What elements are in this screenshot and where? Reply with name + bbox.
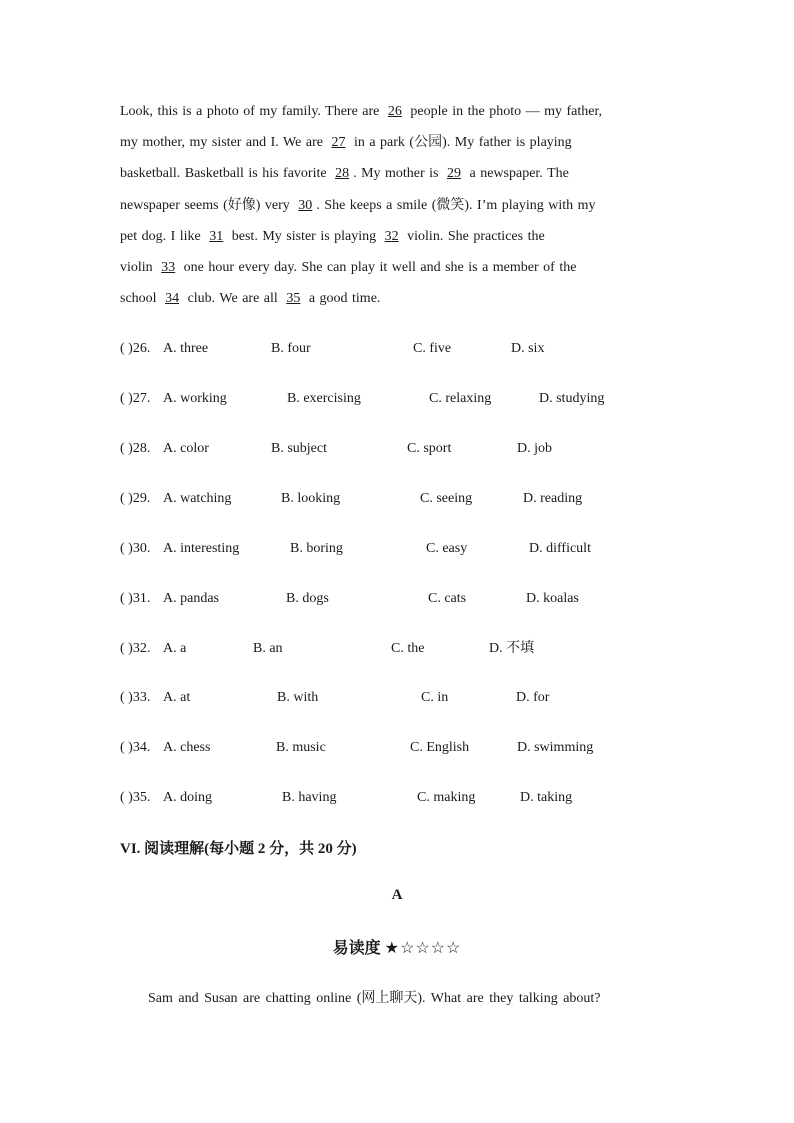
- question-number[interactable]: ( )29.: [120, 491, 151, 506]
- passage-line: [120, 131, 660, 162]
- passage-text: violin: [120, 259, 158, 275]
- blank-32[interactable]: 32: [384, 228, 399, 244]
- blank-33[interactable]: 33: [161, 259, 176, 275]
- difficulty-stars: ★☆☆☆☆: [384, 940, 462, 957]
- question-row: [120, 488, 680, 510]
- question-number[interactable]: ( )30.: [120, 541, 151, 556]
- option-c: C. seeing: [420, 491, 473, 506]
- option-c: C. cats: [428, 591, 467, 606]
- option-b: B. looking: [281, 491, 341, 506]
- question-number[interactable]: ( )33.: [120, 690, 151, 705]
- option-a: A. pandas: [163, 591, 219, 606]
- option-d: D. reading: [523, 491, 583, 506]
- passage-text: pet dog. I like: [120, 228, 206, 244]
- option-d: D. difficult: [529, 541, 591, 556]
- option-c: C. five: [413, 341, 452, 356]
- difficulty-label: 易读度: [332, 940, 381, 957]
- option-d: D. studying: [539, 391, 605, 406]
- passage-line: [120, 162, 660, 193]
- passage-text: Look, this is a photo of my family. There are: [120, 104, 384, 119]
- question-number[interactable]: ( )26.: [120, 341, 151, 356]
- question-number[interactable]: ( )27.: [120, 391, 151, 406]
- passage-text: my mother, my sister and I. We are: [120, 135, 328, 151]
- question-row: [120, 687, 680, 709]
- option-a: A. interesting: [163, 541, 240, 556]
- option-c: C. easy: [426, 541, 468, 556]
- option-b: B. an: [253, 641, 283, 656]
- question-row: [120, 588, 680, 610]
- option-b: B. dogs: [286, 591, 329, 606]
- option-a: A. chess: [163, 740, 211, 755]
- question-row: [120, 338, 680, 360]
- passage-text: violin. She practices the: [402, 228, 545, 244]
- question-number[interactable]: ( )28.: [120, 441, 151, 456]
- question-row: [120, 787, 680, 809]
- blank-31[interactable]: 31: [209, 228, 224, 244]
- option-c: C. English: [410, 740, 470, 755]
- question-number[interactable]: ( )31.: [120, 591, 151, 606]
- option-d: D. six: [511, 341, 545, 356]
- passage-text: a newspaper. The: [465, 166, 569, 182]
- option-d: D. taking: [520, 790, 573, 805]
- option-a: A. color: [163, 441, 209, 456]
- blank-29[interactable]: 29: [447, 166, 462, 182]
- option-a: A. at: [163, 690, 191, 705]
- part-label: A: [391, 887, 403, 903]
- option-d: D. koalas: [526, 591, 579, 606]
- passage-text: a good time.: [304, 291, 381, 307]
- option-b: B. subject: [271, 441, 327, 456]
- option-c: C. in: [421, 690, 449, 705]
- passage-text: . She keeps a smile (微笑). I’m playing with my: [316, 197, 596, 213]
- option-d: D. swimming: [517, 740, 594, 755]
- blank-35[interactable]: 35: [286, 291, 301, 307]
- blank-26[interactable]: 26: [387, 104, 402, 119]
- passage-line: [120, 287, 660, 318]
- difficulty-rating: [0, 935, 794, 958]
- passage-text: one hour every day. She can play it well and she is a member of the: [179, 259, 577, 275]
- passage-text: club. We are all: [183, 291, 283, 307]
- question-row: [120, 438, 680, 460]
- passage-text: . My mother is: [353, 166, 444, 182]
- passage-line: [120, 256, 660, 287]
- question-number[interactable]: ( )32.: [120, 641, 151, 656]
- cloze-passage: [120, 100, 660, 318]
- option-a: A. doing: [163, 790, 212, 805]
- passage-text: newspaper seems (好像) very: [120, 197, 295, 213]
- section-heading: VI. 阅读理解(每小题 2 分，共 20 分): [120, 841, 357, 857]
- option-a: A. a: [163, 641, 187, 656]
- reading-intro: Sam and Susan are chatting online (网上聊天). What are they talking about?: [148, 991, 601, 1006]
- option-c: C. relaxing: [429, 391, 492, 406]
- passage-text: basketball. Basketball is his favorite: [120, 166, 332, 182]
- option-b: B. having: [282, 790, 337, 805]
- passage-line: [120, 225, 660, 256]
- blank-27[interactable]: 27: [331, 135, 346, 151]
- option-c: C. sport: [407, 441, 452, 456]
- option-d: D. job: [517, 441, 552, 456]
- question-row: [120, 538, 680, 560]
- question-row: [120, 638, 680, 660]
- passage-text: in a park (公园). My father is playing: [349, 135, 572, 151]
- option-a: A. three: [163, 341, 209, 356]
- passage-text: best. My sister is playing: [227, 228, 381, 244]
- option-d: D. for: [516, 690, 550, 705]
- question-row: [120, 388, 680, 410]
- option-b: B. boring: [290, 541, 343, 556]
- option-c: C. the: [391, 641, 425, 656]
- passage-line: [120, 100, 660, 131]
- option-a: A. working: [163, 391, 227, 406]
- question-row: [120, 737, 680, 759]
- option-a: A. watching: [163, 491, 232, 506]
- blank-28[interactable]: 28: [335, 166, 350, 182]
- passage-line: [120, 194, 660, 225]
- blank-30[interactable]: 30: [298, 197, 313, 213]
- option-b: B. exercising: [287, 391, 361, 406]
- option-b: B. music: [276, 740, 326, 755]
- option-b: B. with: [277, 690, 319, 705]
- option-c: C. making: [417, 790, 476, 805]
- passage-text: school: [120, 291, 162, 307]
- option-d: D. 不填: [489, 641, 535, 656]
- blank-34[interactable]: 34: [165, 291, 180, 307]
- question-number[interactable]: ( )34.: [120, 740, 151, 755]
- passage-text: people in the photo — my father,: [405, 104, 603, 119]
- option-b: B. four: [271, 341, 311, 356]
- question-number[interactable]: ( )35.: [120, 790, 151, 805]
